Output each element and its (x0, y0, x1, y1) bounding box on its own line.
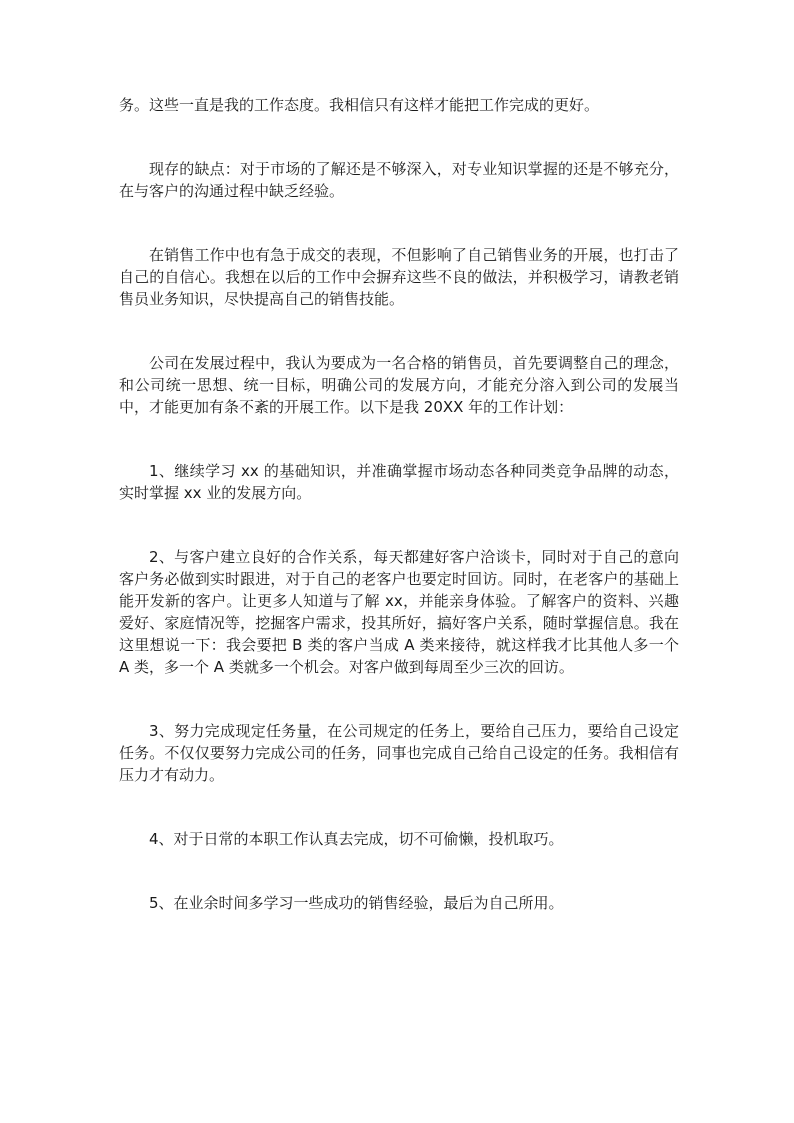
paragraph-sales-issues: 在销售工作中也有急于成交的表现，不但影响了自己销售业务的开展，也打击了自己的自信心。我想在以后的工作中会摒弃这些不良的做法，并积极学习，请教老销售员业务知识，尽快提高自己的销售技能。 (119, 246, 679, 308)
document-body (119, 94, 679, 914)
paragraph-spacer (119, 202, 679, 244)
plan-item-3: 3、努力完成现定任务量，在公司规定的任务上，要给自己压力，要给自己设定任务。不仅仅要努力完成公司的任务，同事也完成自己给自己设定的任务。我相信有压力才有动力。 (119, 722, 679, 784)
paragraph-spacer (119, 418, 679, 460)
plan-item-1: 1、继续学习 xx 的基础知识，并准确掌握市场动态各种同类竞争品牌的动态，实时掌握 xx 业的发展方向。 (119, 462, 679, 502)
paragraph-continuation: 务。这些一直是我的工作态度。我相信只有这样才能把工作完成的更好。 (119, 96, 600, 114)
paragraph-spacer (119, 678, 679, 720)
paragraph-spacer (119, 850, 679, 892)
paragraph-spacer (119, 786, 679, 828)
paragraph-spacer (119, 116, 679, 158)
paragraph-company-development: 公司在发展过程中，我认为要成为一名合格的销售员，首先要调整自己的理念，和公司统一思想、统一目标，明确公司的发展方向，才能充分溶入到公司的发展当中，才能更加有条不紊的开展工作。以下是我 20XX 年的工作计划： (119, 354, 679, 416)
paragraph-shortcomings: 现存的缺点：对于市场的了解还是不够深入，对专业知识掌握的还是不够充分，在与客户的沟通过程中缺乏经验。 (119, 160, 679, 200)
plan-item-5: 5、在业余时间多学习一些成功的销售经验，最后为自己所用。 (149, 894, 564, 912)
plan-item-4: 4、对于日常的本职工作认真去完成，切不可偷懒，投机取巧。 (149, 830, 564, 848)
paragraph-spacer (119, 504, 679, 546)
plan-item-2: 2、与客户建立良好的合作关系，每天都建好客户洽谈卡，同时对于自己的意向客户务必做到实时跟进，对于自己的老客户也要定时回访。同时，在老客户的基础上能开发新的客户。让更多人知道与了解 xx，并能亲身体验。了解客户的资料、兴趣爱好、家庭情况等，挖掘客户需求，投其所好，搞好客户关系，随时掌握信息。我在这里想说一下：我会要把 B 类的客户当成 A 类来接待，就这样我才比其他人多一个 A 类，多一个 A 类就多一个机会。对客户做到每周至少三次的回访。 (119, 548, 679, 676)
paragraph-spacer (119, 310, 679, 352)
